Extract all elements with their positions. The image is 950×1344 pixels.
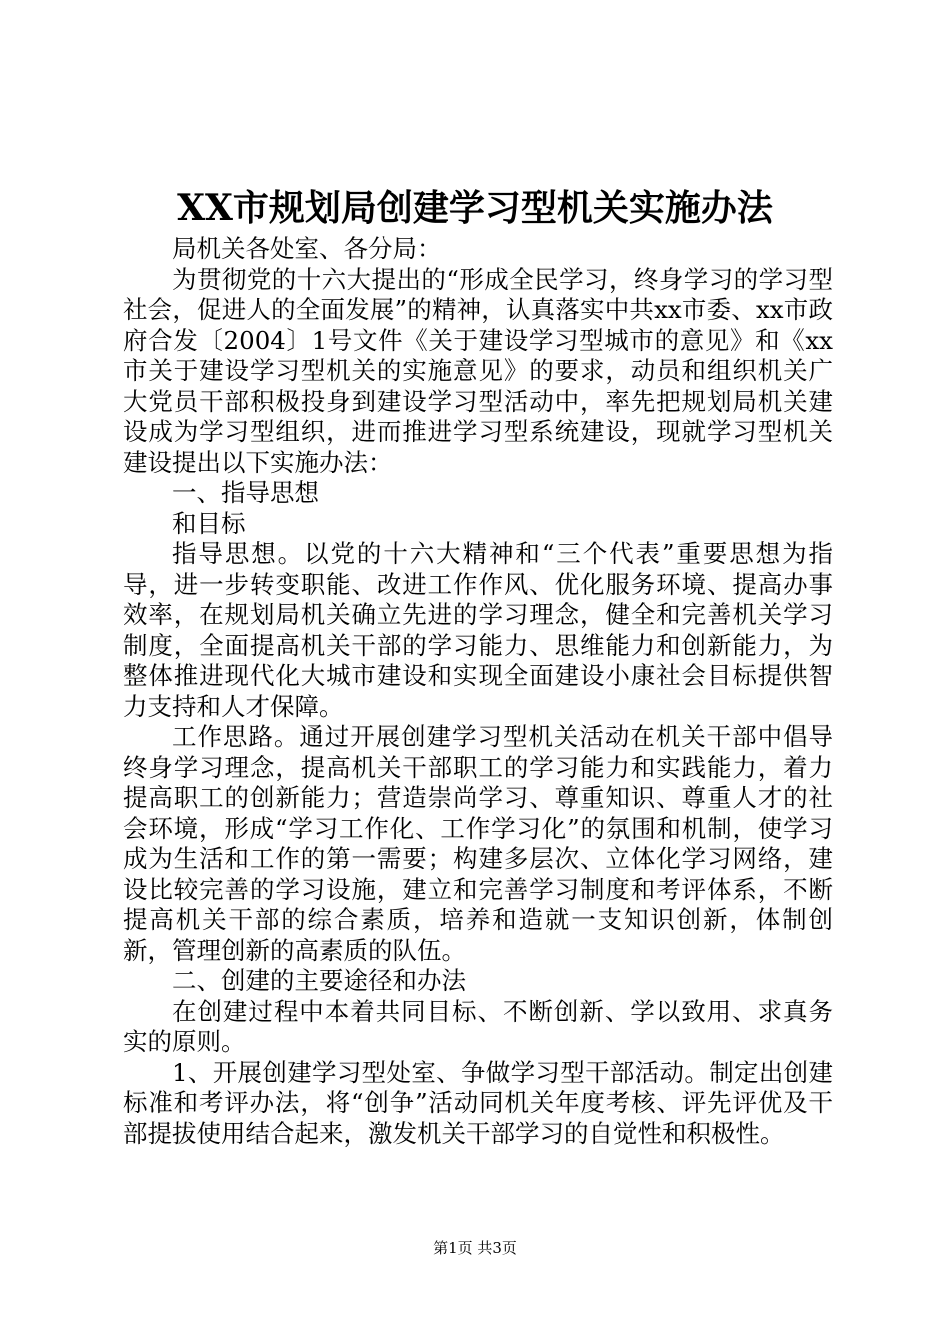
document-title: XX市规划局创建学习型机关实施办法 <box>177 187 773 229</box>
section-heading-1: 一、指导思想 <box>172 478 319 507</box>
paragraph-work-approach: 工作思路。通过开展创建学习型机关活动在机关干部中倡导终身学习理念，提高机关干部职工的学习能力和实践能力，着力提高职工的创新能力；营造崇尚学习、尊重知识、尊重人才的社会环境，形成“学习工作化、工作学习化”的氛围和机制，使学习成为生活和工作的第一需要；构建多层次、立体化学习网络，建设比较完善的学习设施，建立和完善学习制度和考评体系，不断提高机关干部的综合素质，培养和造就一支知识创新，体制创新，管理创新的高素质的队伍。 <box>123 722 833 965</box>
paragraph-principles: 在创建过程中本着共同目标、不断创新、学以致用、求真务实的原则。 <box>123 996 833 1056</box>
paragraph-guiding-thought: 指导思想。以党的十六大精神和“三个代表”重要思想为指导，进一步转变职能、改进工作作风、优化服务环境、提高办事效率，在规划局机关确立先进的学习理念，健全和完善机关学习制度，全面提高机关干部的学习能力、思维能力和创新能力，为整体推进现代化大城市建设和实现全面建设小康社会目标提供智力支持和人才保障。 <box>123 539 833 721</box>
salutation: 局机关各处室、各分局： <box>172 234 442 263</box>
paragraph-intro: 为贯彻党的十六大提出的“形成全民学习，终身学习的学习型社会，促进人的全面发展”的精神，认真落实中共xx市委、xx市政府合发〔2004〕1号文件《关于建设学习型城市的意见》和《xx市关于建设学习型机关的实施意见》的要求，动员和组织机关广大党员干部积极投身到建设学习型活动中，率先把规划局机关建设成为学习型组织，进而推进学习型系统建设，现就学习型机关建设提出以下实施办法： <box>123 264 833 477</box>
section-heading-2: 二、创建的主要途径和办法 <box>172 966 466 995</box>
document-body <box>123 234 833 1149</box>
page-number-footer: 第1页 共3页 <box>433 1239 517 1257</box>
section-heading-1-continued: 和目标 <box>172 508 246 538</box>
paragraph-item-1: 1、开展创建学习型处室、争做学习型干部活动。制定出创建标准和考评办法，将“创争”活动同机关年度考核、评先评优及干部提拔使用结合起来，激发机关干部学习的自觉性和积极性。 <box>123 1057 833 1148</box>
